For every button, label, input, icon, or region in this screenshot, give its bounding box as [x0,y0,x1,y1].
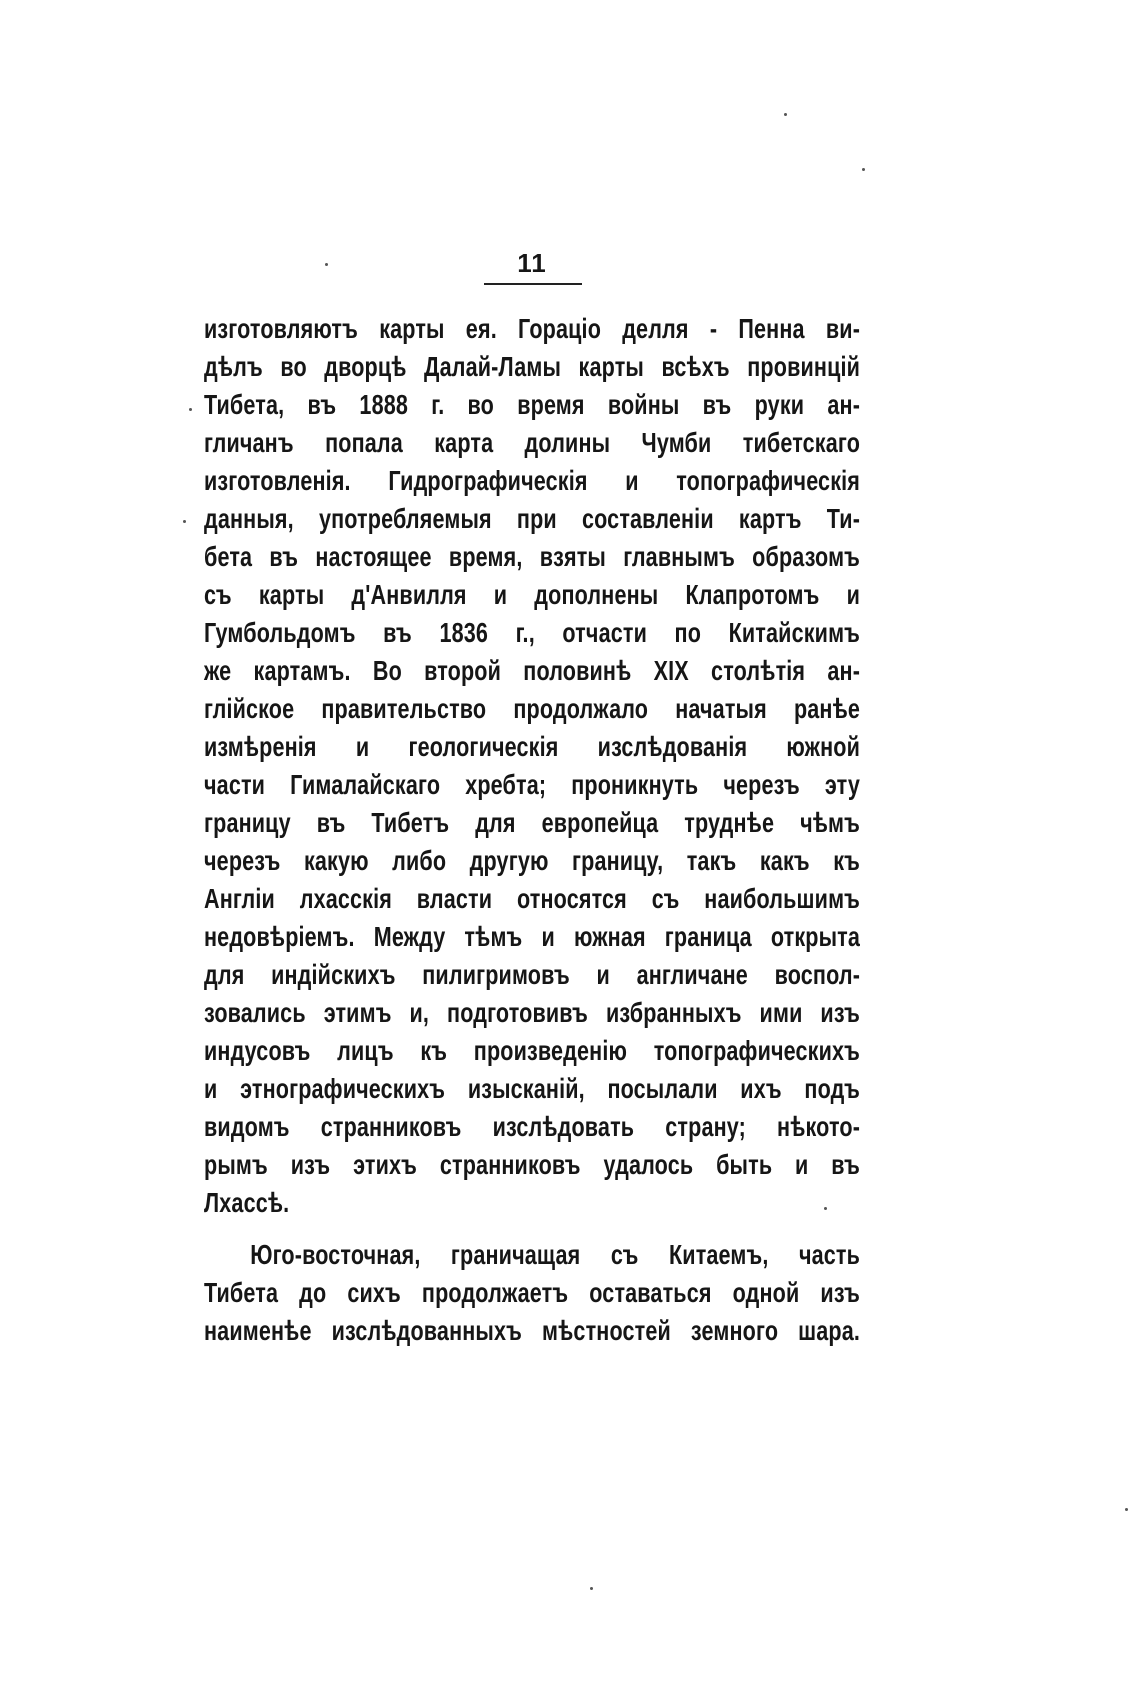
text-line: видомъ странниковъ изслѣдовать страну; нѣкото- [204,1111,861,1142]
paragraph-1 [204,310,862,1222]
scan-speck [325,263,328,266]
text-line: индусовъ лицъ къ произведенію топографическихъ [204,1035,861,1066]
text-line: недовѣріемъ. Между тѣмъ и южная граница открыта [204,921,861,952]
text-line: съ карты д'Анвилля и дополнены Клапротомъ и [204,579,861,610]
text-line: Юго-восточная, граничащая съ Китаемъ, часть [250,1239,861,1270]
text-line: Тибета до сихъ продолжаетъ оставаться одной изъ [204,1277,861,1308]
text-line: границу въ Тибетъ для европейца труднѣе чѣмъ [204,807,861,838]
page-number-rule [484,283,582,285]
text-line: для индійскихъ пилигримовъ и англичане воспол- [204,959,861,990]
scan-speck [862,168,865,171]
scan-speck [824,1207,827,1210]
text-line: черезъ какую либо другую границу, такъ какъ къ [204,845,861,876]
text-line: гличанъ попала карта долины Чумби тибетскаго [204,427,861,458]
scan-speck [784,113,787,116]
paragraph-2 [204,1236,862,1350]
text-line: рымъ изъ этихъ странниковъ удалось быть и въ [204,1149,861,1180]
scan-speck [183,520,186,523]
text-line: наименѣе изслѣдованныхъ мѣстностей земного шара. [204,1315,861,1346]
body-text [204,310,862,1350]
text-line: Гумбольдомъ въ 1836 г., отчасти по Китайскимъ [204,617,861,648]
text-line: изготовляютъ карты ея. Гораціо делля - Пенна ви- [204,313,861,344]
text-line: зовались этимъ и, подготовивъ избранныхъ ими изъ [204,997,861,1028]
text-line: данныя, употребляемыя при составленіи картъ Ти- [204,503,861,534]
page-number: 11 [517,248,547,278]
scan-speck [1125,1508,1128,1511]
scan-speck [189,408,192,411]
text-line: Лхассѣ. [204,1187,290,1218]
text-line: части Гималайскаго хребта; проникнуть черезъ эту [204,769,861,800]
scan-speck [590,1587,593,1590]
text-line: бета въ настоящее время, взяты главнымъ образомъ [204,541,861,572]
text-line: глійское правительство продолжало начатыя ранѣе [204,693,861,724]
text-line: Англіи лхасскія власти относятся съ наибольшимъ [204,883,861,914]
text-line: измѣренія и геологическія изслѣдованія южной [204,731,861,762]
text-line: Тибета, въ 1888 г. во время войны въ руки ан- [204,389,861,420]
text-line: дѣлъ во дворцѣ Далай-Ламы карты всѣхъ провинцій [204,351,861,382]
text-line: изготовленія. Гидрографическія и топографическія [204,465,861,496]
paragraph-gap [204,1222,862,1236]
text-line: и этнографическихъ изысканій, посылали ихъ подъ [204,1073,861,1104]
text-line: же картамъ. Во второй половинѣ XIX столѣтія ан- [204,655,861,686]
